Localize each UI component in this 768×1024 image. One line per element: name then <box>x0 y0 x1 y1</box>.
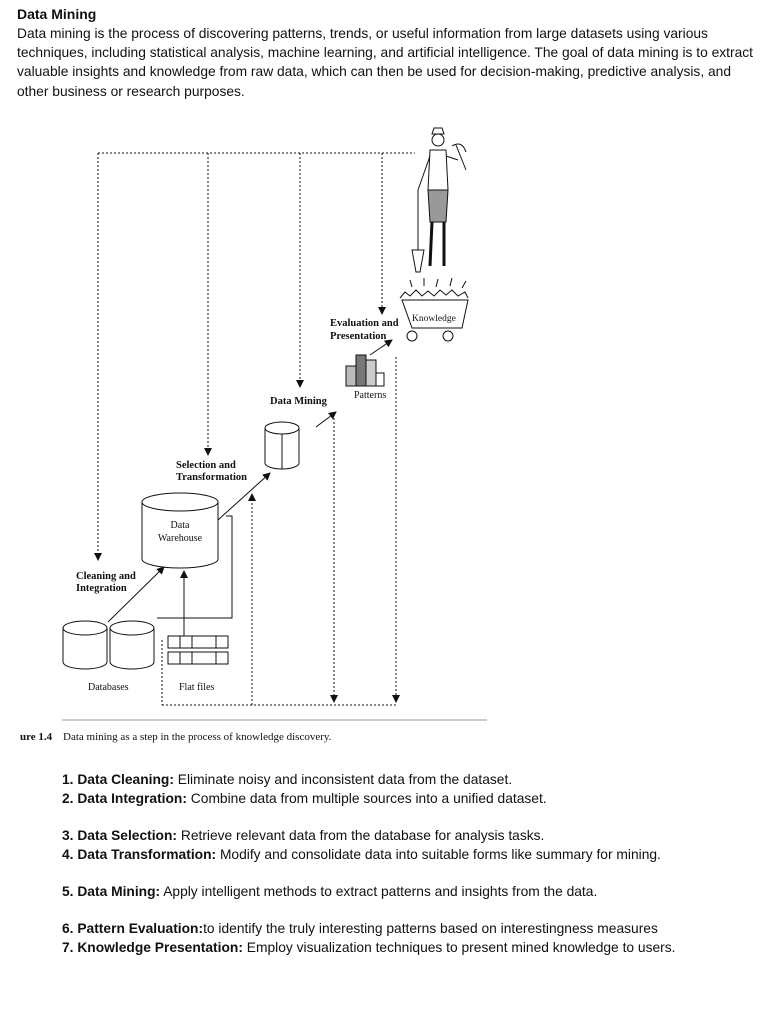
label-cleaning-2: Integration <box>76 583 127 594</box>
flat-files-icon <box>168 636 228 664</box>
knowledge-cart-icon <box>400 278 468 341</box>
databases-icon <box>63 621 154 669</box>
steps-list <box>62 770 762 957</box>
step-text: Retrieve relevant data from the database for analysis tasks. <box>177 828 545 843</box>
step-4 <box>62 845 762 864</box>
label-data-mining: Data Mining <box>270 396 327 407</box>
label-selection-2: Transformation <box>176 472 247 483</box>
label-databases: Databases <box>88 682 129 693</box>
label-evaluation-1: Evaluation and <box>330 318 399 329</box>
label-cleaning-1: Cleaning and <box>76 571 136 582</box>
caption-text: Data mining as a step in the process of knowledge discovery. <box>63 731 332 743</box>
step-3 <box>62 826 762 845</box>
label-selection-1: Selection and <box>176 460 236 471</box>
patterns-chart-icon <box>346 355 384 386</box>
step-label: 5. Data Mining: <box>62 884 161 899</box>
step-label: 3. Data Selection: <box>62 828 178 843</box>
step-text: Apply intelligent methods to extract patterns and insights from the data. <box>160 884 598 899</box>
step-2 <box>62 789 762 808</box>
data-mining-icon <box>265 422 299 469</box>
step-text: Eliminate noisy and inconsistent data from the dataset. <box>173 772 513 787</box>
label-evaluation-2: Presentation <box>330 331 387 342</box>
document-title: Data Mining <box>17 6 97 22</box>
label-warehouse-2: Warehouse <box>157 533 203 544</box>
step-text: Employ visualization techniques to present mined knowledge to users. <box>242 940 676 955</box>
intro-paragraph: Data mining is the process of discovering patterns, trends, or useful information from large datasets using various techniques, including statistical analysis, machine learning, and artificial intelligence. The goal of data mining is to extract valuable insights and knowledge from raw data, which can then be used for decision-making, predictive analysis, and other business or research purposes. <box>17 26 753 99</box>
step-label: 1. Data Cleaning: <box>62 772 174 787</box>
step-label: 4. Data Transformation: <box>62 847 217 862</box>
step-text: Combine data from multiple sources into a unified dataset. <box>186 791 547 806</box>
kdd-process-figure <box>0 118 768 753</box>
step-1 <box>62 770 762 789</box>
step-label: 6. Pattern Evaluation: <box>62 921 204 936</box>
caption-number: ure 1.4 <box>20 731 53 743</box>
label-warehouse-1: Data <box>170 520 190 531</box>
step-6 <box>62 919 762 938</box>
step-7 <box>62 938 762 957</box>
step-label: 7. Knowledge Presentation: <box>62 940 243 955</box>
step-label: 2. Data Integration: <box>62 791 187 806</box>
step-text: Modify and consolidate data into suitable forms like summary for mining. <box>216 847 661 862</box>
miner-figure-icon <box>412 128 466 272</box>
step-5 <box>62 882 762 901</box>
label-patterns: Patterns <box>354 390 387 401</box>
label-flat-files: Flat files <box>179 682 215 693</box>
label-knowledge: Knowledge <box>412 314 456 324</box>
step-text: to identify the truly interesting patterns based on interestingness measures <box>203 921 658 936</box>
